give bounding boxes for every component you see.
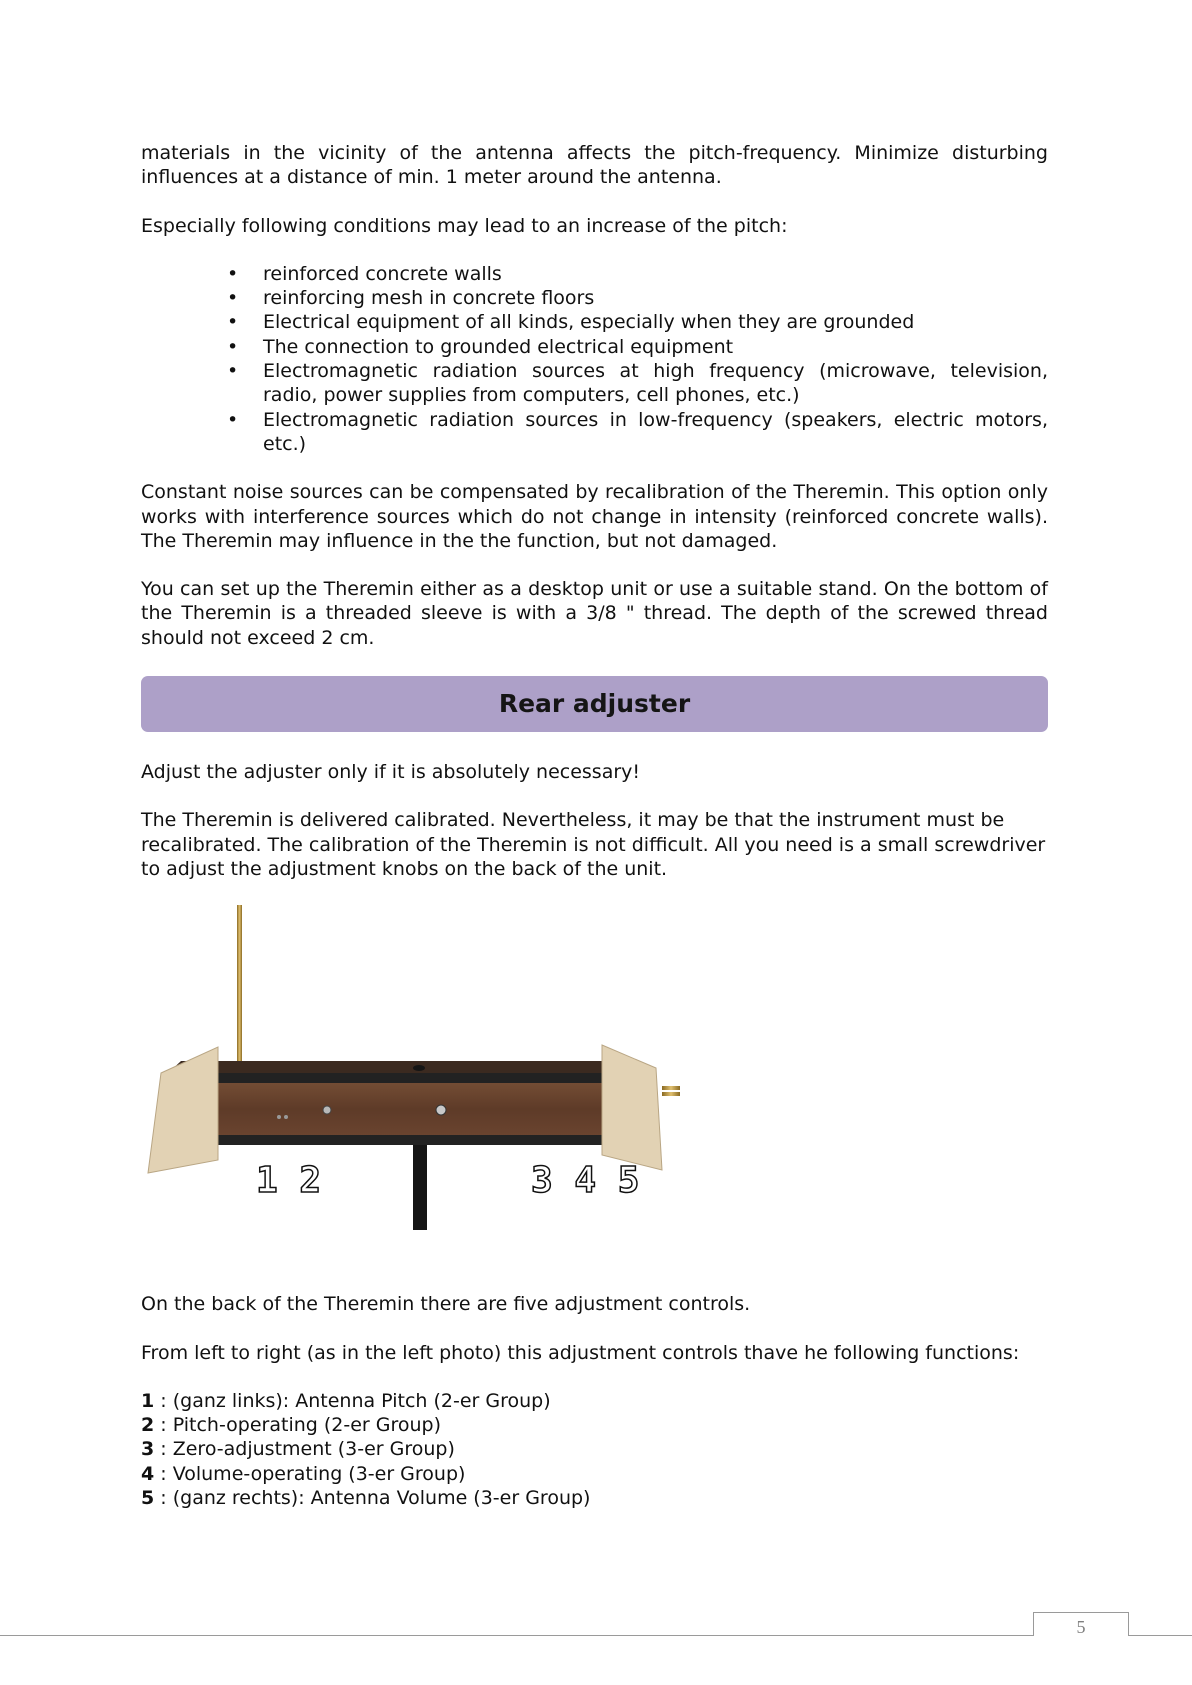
- conditions-list: [141, 262, 1048, 456]
- section-title: Rear adjuster: [498, 688, 691, 718]
- list-item: • reinforcing mesh in concrete floors: [227, 287, 595, 310]
- legend-item: 1 : (ganz links): Antenna Pitch (2-er Group): [141, 1389, 551, 1412]
- bullet-icon: •: [227, 408, 239, 431]
- legend-item: 3 : Zero-adjustment (3-er Group): [141, 1438, 455, 1461]
- legend-item: 2 : Pitch-operating (2-er Group): [141, 1414, 442, 1437]
- bullet-icon: •: [227, 335, 239, 358]
- list-item: • The connection to grounded electrical equipment: [227, 335, 734, 358]
- legend-item: 4 : Volume-operating (3-er Group): [141, 1462, 466, 1485]
- label-controls-1-2: 1 2: [256, 1160, 322, 1202]
- bullet-icon: •: [227, 311, 239, 334]
- page-content: [141, 141, 1048, 1510]
- list-item: • Electrical equipment of all kinds, especially when they are grounded: [227, 311, 915, 334]
- intro-paragraph-1: materials in the vicinity of the antenna affects the pitch-frequency. Minimize disturbing influences at a distance of min. 1 meter around the antenna.: [141, 142, 1048, 189]
- legend-item: 5 : (ganz rechts): Antenna Volume (3-er Group): [141, 1487, 591, 1510]
- right-end-cap: [602, 1045, 662, 1170]
- bullet-icon: •: [227, 287, 239, 310]
- left-end-cap: [148, 1047, 218, 1173]
- list-item: • Electromagnetic radiation sources at high frequency (microwave, television, radio, power supplies from computers, cell phones, etc.): [227, 360, 1048, 407]
- theremin-rear-photo: [141, 905, 701, 1230]
- controls-intro-paragraph: On the back of the Theremin there are five adjustment controls.: [141, 1293, 751, 1316]
- warning-paragraph: Adjust the adjuster only if it is absolutely necessary!: [141, 761, 641, 784]
- footer-rule-right: [1129, 1635, 1192, 1636]
- pitch-antenna: [237, 905, 242, 1065]
- volume-antenna-stub: [662, 1086, 680, 1090]
- compensation-paragraph: Constant noise sources can be compensated by recalibration of the Theremin. This option only works with interference sources which do not change in intensity (reinforced concrete walls). The Theremin may influence in the the function, but not damaged.: [141, 481, 1048, 552]
- list-item: • Electromagnetic radiation sources in low-frequency (speakers, electric motors, etc.): [227, 408, 1048, 455]
- label-controls-3-4-5: 3 4 5: [531, 1160, 640, 1202]
- setup-paragraph: You can set up the Theremin either as a desktop unit or use a suitable stand. On the bottom of the Theremin is a threaded sleeve is with a 3/8 " thread. The depth of the screwed thread should not exceed 2 cm.: [141, 578, 1048, 649]
- list-item: • reinforced concrete walls: [227, 262, 502, 285]
- intro-paragraph-2: Especially following conditions may lead to an increase of the pitch:: [141, 214, 788, 237]
- theremin-body: [166, 1075, 646, 1143]
- page-number: 5: [1033, 1612, 1129, 1636]
- calibration-paragraph: The Theremin is delivered calibrated. Nevertheless, it may be that the instrument must be recalibrated. The calibration of the Theremin is not difficult. All you need is a small screwdriver to adjust the adjustment knobs on the back of the unit.: [141, 809, 1046, 880]
- bullet-icon: •: [227, 262, 239, 285]
- stand-pole: [413, 1135, 427, 1230]
- controls-legend: [141, 1389, 1048, 1510]
- functions-intro-paragraph: From left to right (as in the left photo) this adjustment controls thave he following functions:: [141, 1341, 1020, 1364]
- section-heading-banner: [141, 676, 1048, 732]
- bullet-icon: •: [227, 360, 239, 383]
- footer-rule-left: [0, 1635, 1033, 1636]
